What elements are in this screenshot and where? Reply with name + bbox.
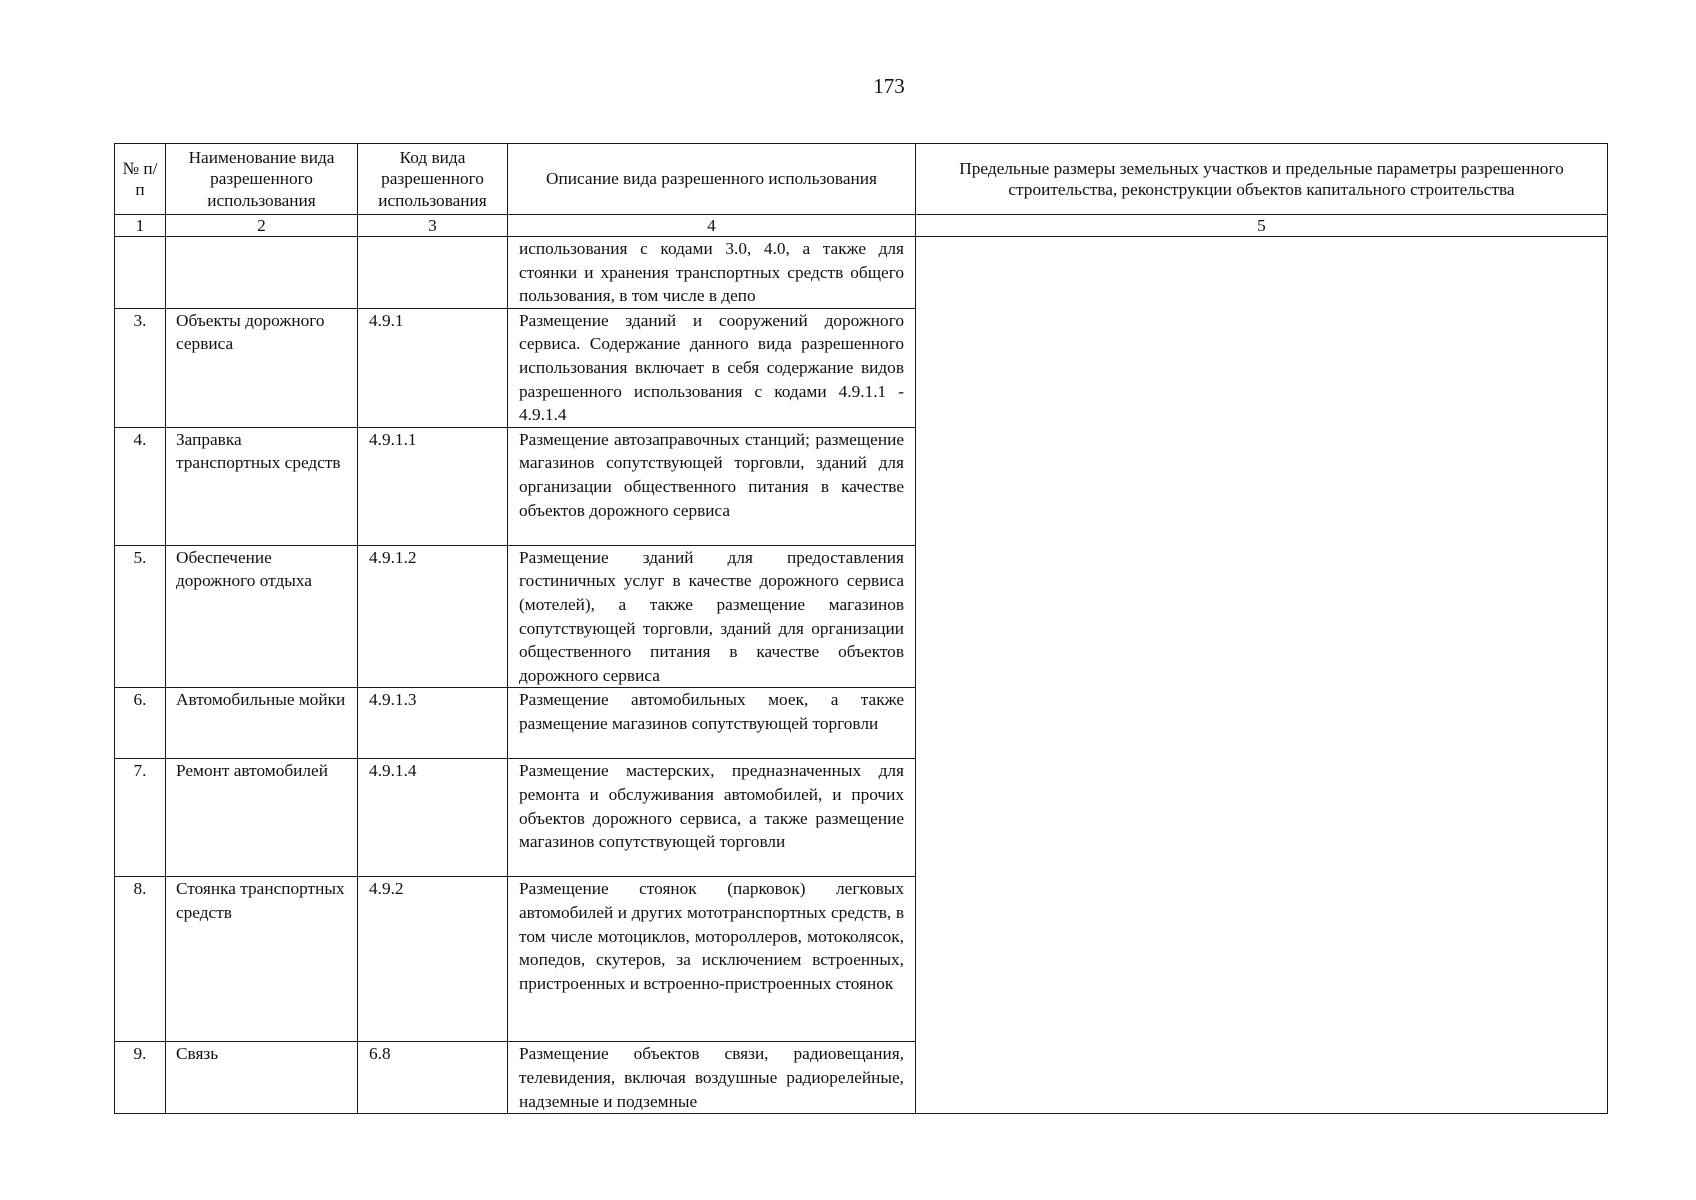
row-number: 9. <box>115 1042 166 1114</box>
row-number: 5. <box>115 545 166 688</box>
use-name: Объекты дорожного сервиса <box>166 308 358 427</box>
table-row <box>115 237 1608 309</box>
header-name: Наименование вида разрешенного использования <box>166 144 358 215</box>
use-description: Размещение автомобильных моек, а также размещение магазинов сопутствующей торговли <box>508 688 916 759</box>
use-code: 4.9.1 <box>358 308 508 427</box>
use-description: Размещение объектов связи, радиовещания, телевидения, включая воздушные радиорелейные, надземные и подземные <box>508 1042 916 1114</box>
table-header-row <box>115 144 1608 215</box>
use-description: использования с кодами 3.0, 4.0, а также для стоянки и хранения транспортных средств общего пользования, в том числе в депо <box>508 237 916 309</box>
use-code: 4.9.1.2 <box>358 545 508 688</box>
use-name: Обеспечение дорожного отдыха <box>166 545 358 688</box>
use-code: 6.8 <box>358 1042 508 1114</box>
column-number: 2 <box>166 215 358 237</box>
row-number: 3. <box>115 308 166 427</box>
land-use-table <box>114 143 1608 1114</box>
use-name <box>166 237 358 309</box>
use-description: Размещение автозаправочных станций; размещение магазинов сопутствующей торговли, зданий для организации общественного питания в качестве объектов дорожного сервиса <box>508 427 916 545</box>
row-number: 6. <box>115 688 166 759</box>
row-number <box>115 237 166 309</box>
use-name: Связь <box>166 1042 358 1114</box>
column-number-row <box>115 215 1608 237</box>
row-number: 4. <box>115 427 166 545</box>
use-description: Размещение стоянок (парковок) легковых автомобилей и других мототранспортных средств, в том числе мотоциклов, мотороллеров, мотоколясок, мопедов, скутеров, за исключением встроенных, пристроенных и встроенно-пристроенных стоянок <box>508 877 916 1042</box>
use-name: Ремонт автомобилей <box>166 759 358 877</box>
use-description: Размещение зданий и сооружений дорожного сервиса. Содержание данного вида разрешенного использования включает в себя содержание видов разрешенного использования с кодами 4.9.1.1 - 4.9.1.4 <box>508 308 916 427</box>
use-description: Размещение зданий для предоставления гостиничных услуг в качестве дорожного сервиса (мотелей), а также размещение магазинов сопутствующей торговли, зданий для организации общественного питания в качестве объектов дорожного сервиса <box>508 545 916 688</box>
column-number: 5 <box>916 215 1608 237</box>
header-code: Код вида разрешенного использования <box>358 144 508 215</box>
use-name: Стоянка транспортных средств <box>166 877 358 1042</box>
page-number: 173 <box>873 74 905 98</box>
use-description: Размещение мастерских, предназначенных для ремонта и обслуживания автомобилей, и прочих объектов дорожного сервиса, а также размещение магазинов сопутствующей торговли <box>508 759 916 877</box>
column-number: 4 <box>508 215 916 237</box>
row-number: 7. <box>115 759 166 877</box>
column-number: 1 <box>115 215 166 237</box>
parameters-cell <box>916 237 1608 1114</box>
use-name: Автомобильные мойки <box>166 688 358 759</box>
use-code: 4.9.1.4 <box>358 759 508 877</box>
header-parameters: Предельные размеры земельных участков и предельные параметры разрешенного строительства, реконструкции объектов капитального строительства <box>916 144 1608 215</box>
use-name: Заправка транспортных средств <box>166 427 358 545</box>
use-code: 4.9.2 <box>358 877 508 1042</box>
row-number: 8. <box>115 877 166 1042</box>
header-num: № п/п <box>115 144 166 215</box>
use-code: 4.9.1.3 <box>358 688 508 759</box>
column-number: 3 <box>358 215 508 237</box>
use-code <box>358 237 508 309</box>
header-description: Описание вида разрешенного использования <box>508 144 916 215</box>
use-code: 4.9.1.1 <box>358 427 508 545</box>
